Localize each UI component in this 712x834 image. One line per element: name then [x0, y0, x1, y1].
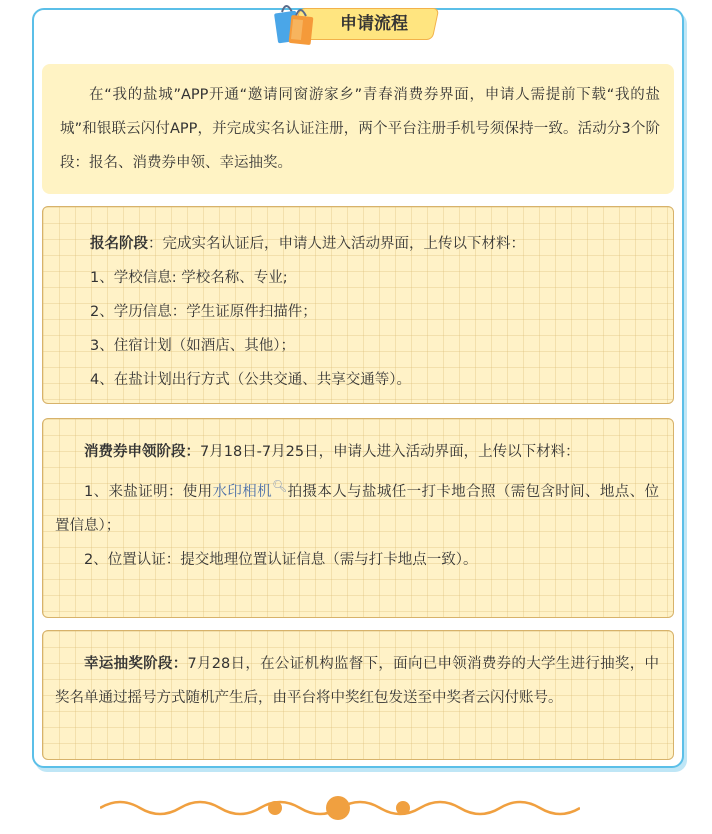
intro-text: 在“我的盐城”APP开通“邀请同窗游家乡”青春消费券界面，申请人需提前下载“我的盐城”和银联云闪付APP，并完成实名认证注册，两个平台注册手机号须保持一致。活动分3个阶段：报名、消费券申领、幸运抽奖。 — [60, 87, 660, 171]
lottery-text-block — [55, 647, 659, 715]
decorative-wave-divider — [100, 790, 580, 826]
signup-lead-text: ：完成实名认证后，申请人进入活动界面，上传以下材料： — [148, 236, 525, 252]
coupon-stage-card — [42, 418, 674, 618]
shopping-bags-icon — [272, 0, 318, 48]
signup-lead — [61, 227, 659, 261]
wave-dot — [396, 801, 410, 815]
intro-panel — [42, 64, 674, 194]
lottery-heading: 幸运抽奖阶段： — [84, 656, 188, 672]
section-title-badge — [272, 2, 442, 46]
coupon-item-1-before: 1、来盐证明：使用 — [84, 483, 213, 500]
coupon-lead — [55, 435, 659, 469]
lottery-text: 7月28日，在公证机构监督下，面向已申领消费券的大学生进行抽奖，中奖名单通过摇号方式随机产生后，由平台将中奖红包发送至中奖者云闪付账号。 — [55, 656, 659, 706]
watermark-camera-link[interactable]: 水印相机 — [212, 483, 273, 500]
coupon-lead-text: 7月18日-7月25日，申请人进入活动界面，上传以下材料： — [200, 444, 580, 460]
coupon-heading: 消费券申领阶段： — [84, 444, 200, 460]
coupon-item-2: 2、位置认证：提交地理位置认证信息（需与打卡地点一致）。 — [84, 551, 478, 568]
page-title: 申请流程 — [340, 14, 408, 34]
signup-item: 1、学校信息: 学校名称、专业; — [90, 270, 288, 286]
lottery-stage-card — [42, 630, 674, 760]
wave-dot — [268, 801, 282, 815]
signup-item: 2、学历信息：学生证原件扫描件； — [90, 304, 317, 320]
signup-item: 3、住宿计划（如酒店、其他）； — [90, 338, 295, 354]
signup-item: 4、在盐计划出行方式（公共交通、共享交通等）。 — [90, 372, 411, 388]
coupon-item-1-after: 拍摄本人与盐城任一打卡地合照（需包含时间、地点、位置信息）； — [55, 483, 660, 534]
search-icon[interactable]: 🔍︎ — [272, 479, 288, 493]
signup-stage-card — [42, 206, 674, 404]
coupon-item-1 — [55, 469, 659, 543]
wave-dot — [326, 796, 350, 820]
signup-heading: 报名阶段 — [90, 236, 148, 252]
